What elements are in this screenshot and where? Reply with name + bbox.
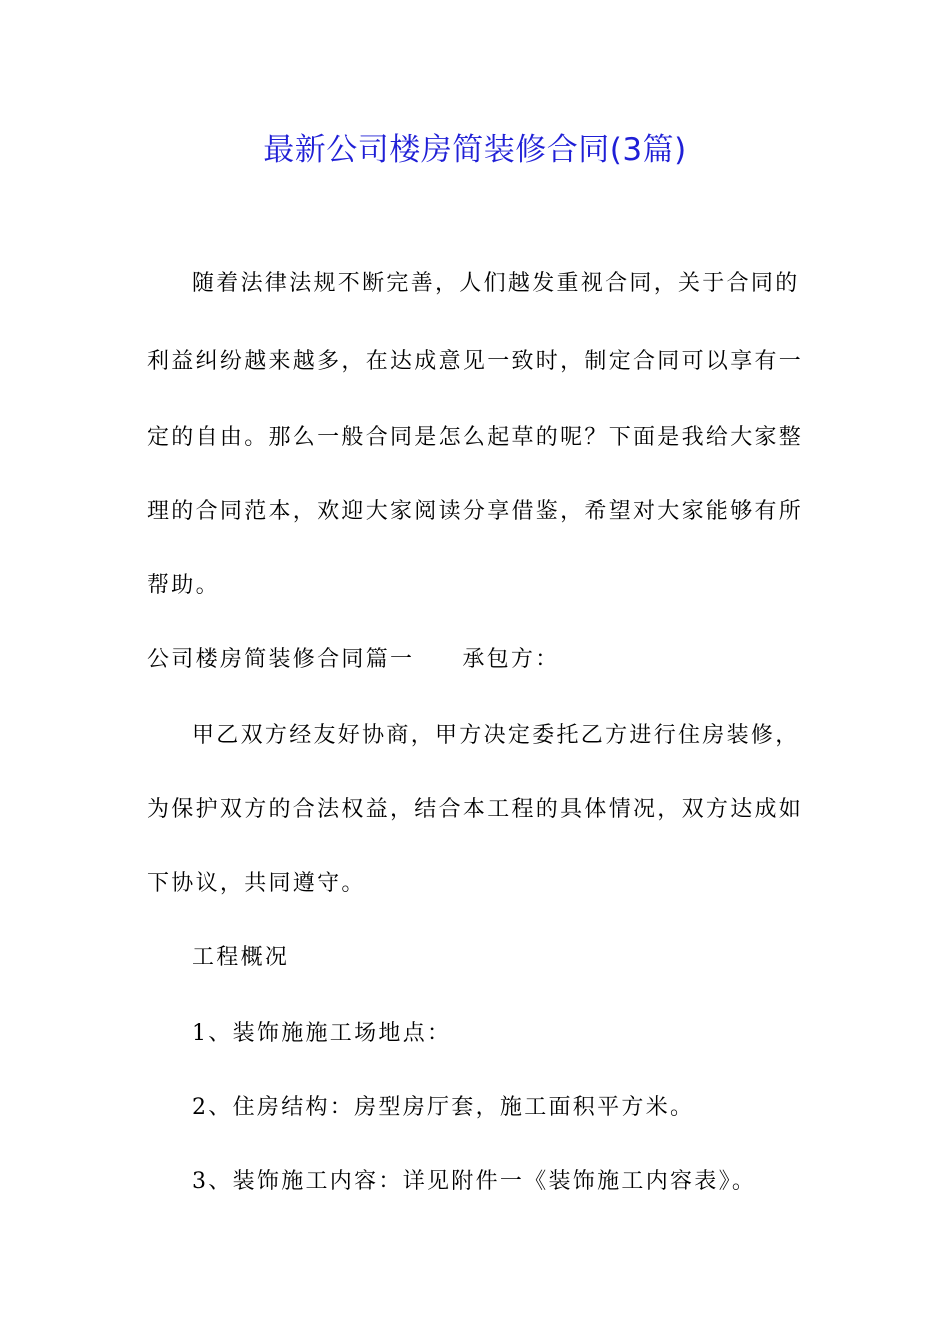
section-heading: 公司楼房简装修合同篇一 [147, 647, 415, 672]
intro-line-2: 利益纠纷越来越多，在达成意见一致时，制定合同可以享有一 [147, 349, 804, 374]
intro-line-4: 理的合同范本，欢迎大家阅读分享借鉴，希望对大家能够有所 [147, 499, 804, 524]
overview-item-1: 1、装饰施施工场地点： [192, 1021, 452, 1046]
intro-line-3: 定的自由。那么一般合同是怎么起草的呢？下面是我给大家整 [147, 425, 804, 450]
overview-item-2: 2、住房结构：房型房厅套，施工面积平方米。 [192, 1095, 695, 1120]
section-heading-row [147, 640, 560, 680]
contractor-label: 承包方： [462, 647, 560, 672]
agreement-line-3: 下协议，共同遵守。 [147, 871, 366, 896]
overview-heading: 工程概况 [192, 945, 290, 970]
agreement-line-2: 为保护双方的合法权益，结合本工程的具体情况，双方达成如 [147, 797, 804, 822]
intro-line-5: 帮助。 [147, 573, 220, 598]
agreement-line-1: 甲乙双方经友好协商，甲方决定委托乙方进行住房装修， [192, 723, 800, 748]
overview-item-3: 3、装饰施工内容：详见附件一《装饰施工内容表》。 [192, 1169, 757, 1194]
intro-line-1: 随着法律法规不断完善，人们越发重视合同，关于合同的 [192, 271, 800, 296]
document-title: 最新公司楼房简装修合同(3篇) [263, 132, 687, 168]
